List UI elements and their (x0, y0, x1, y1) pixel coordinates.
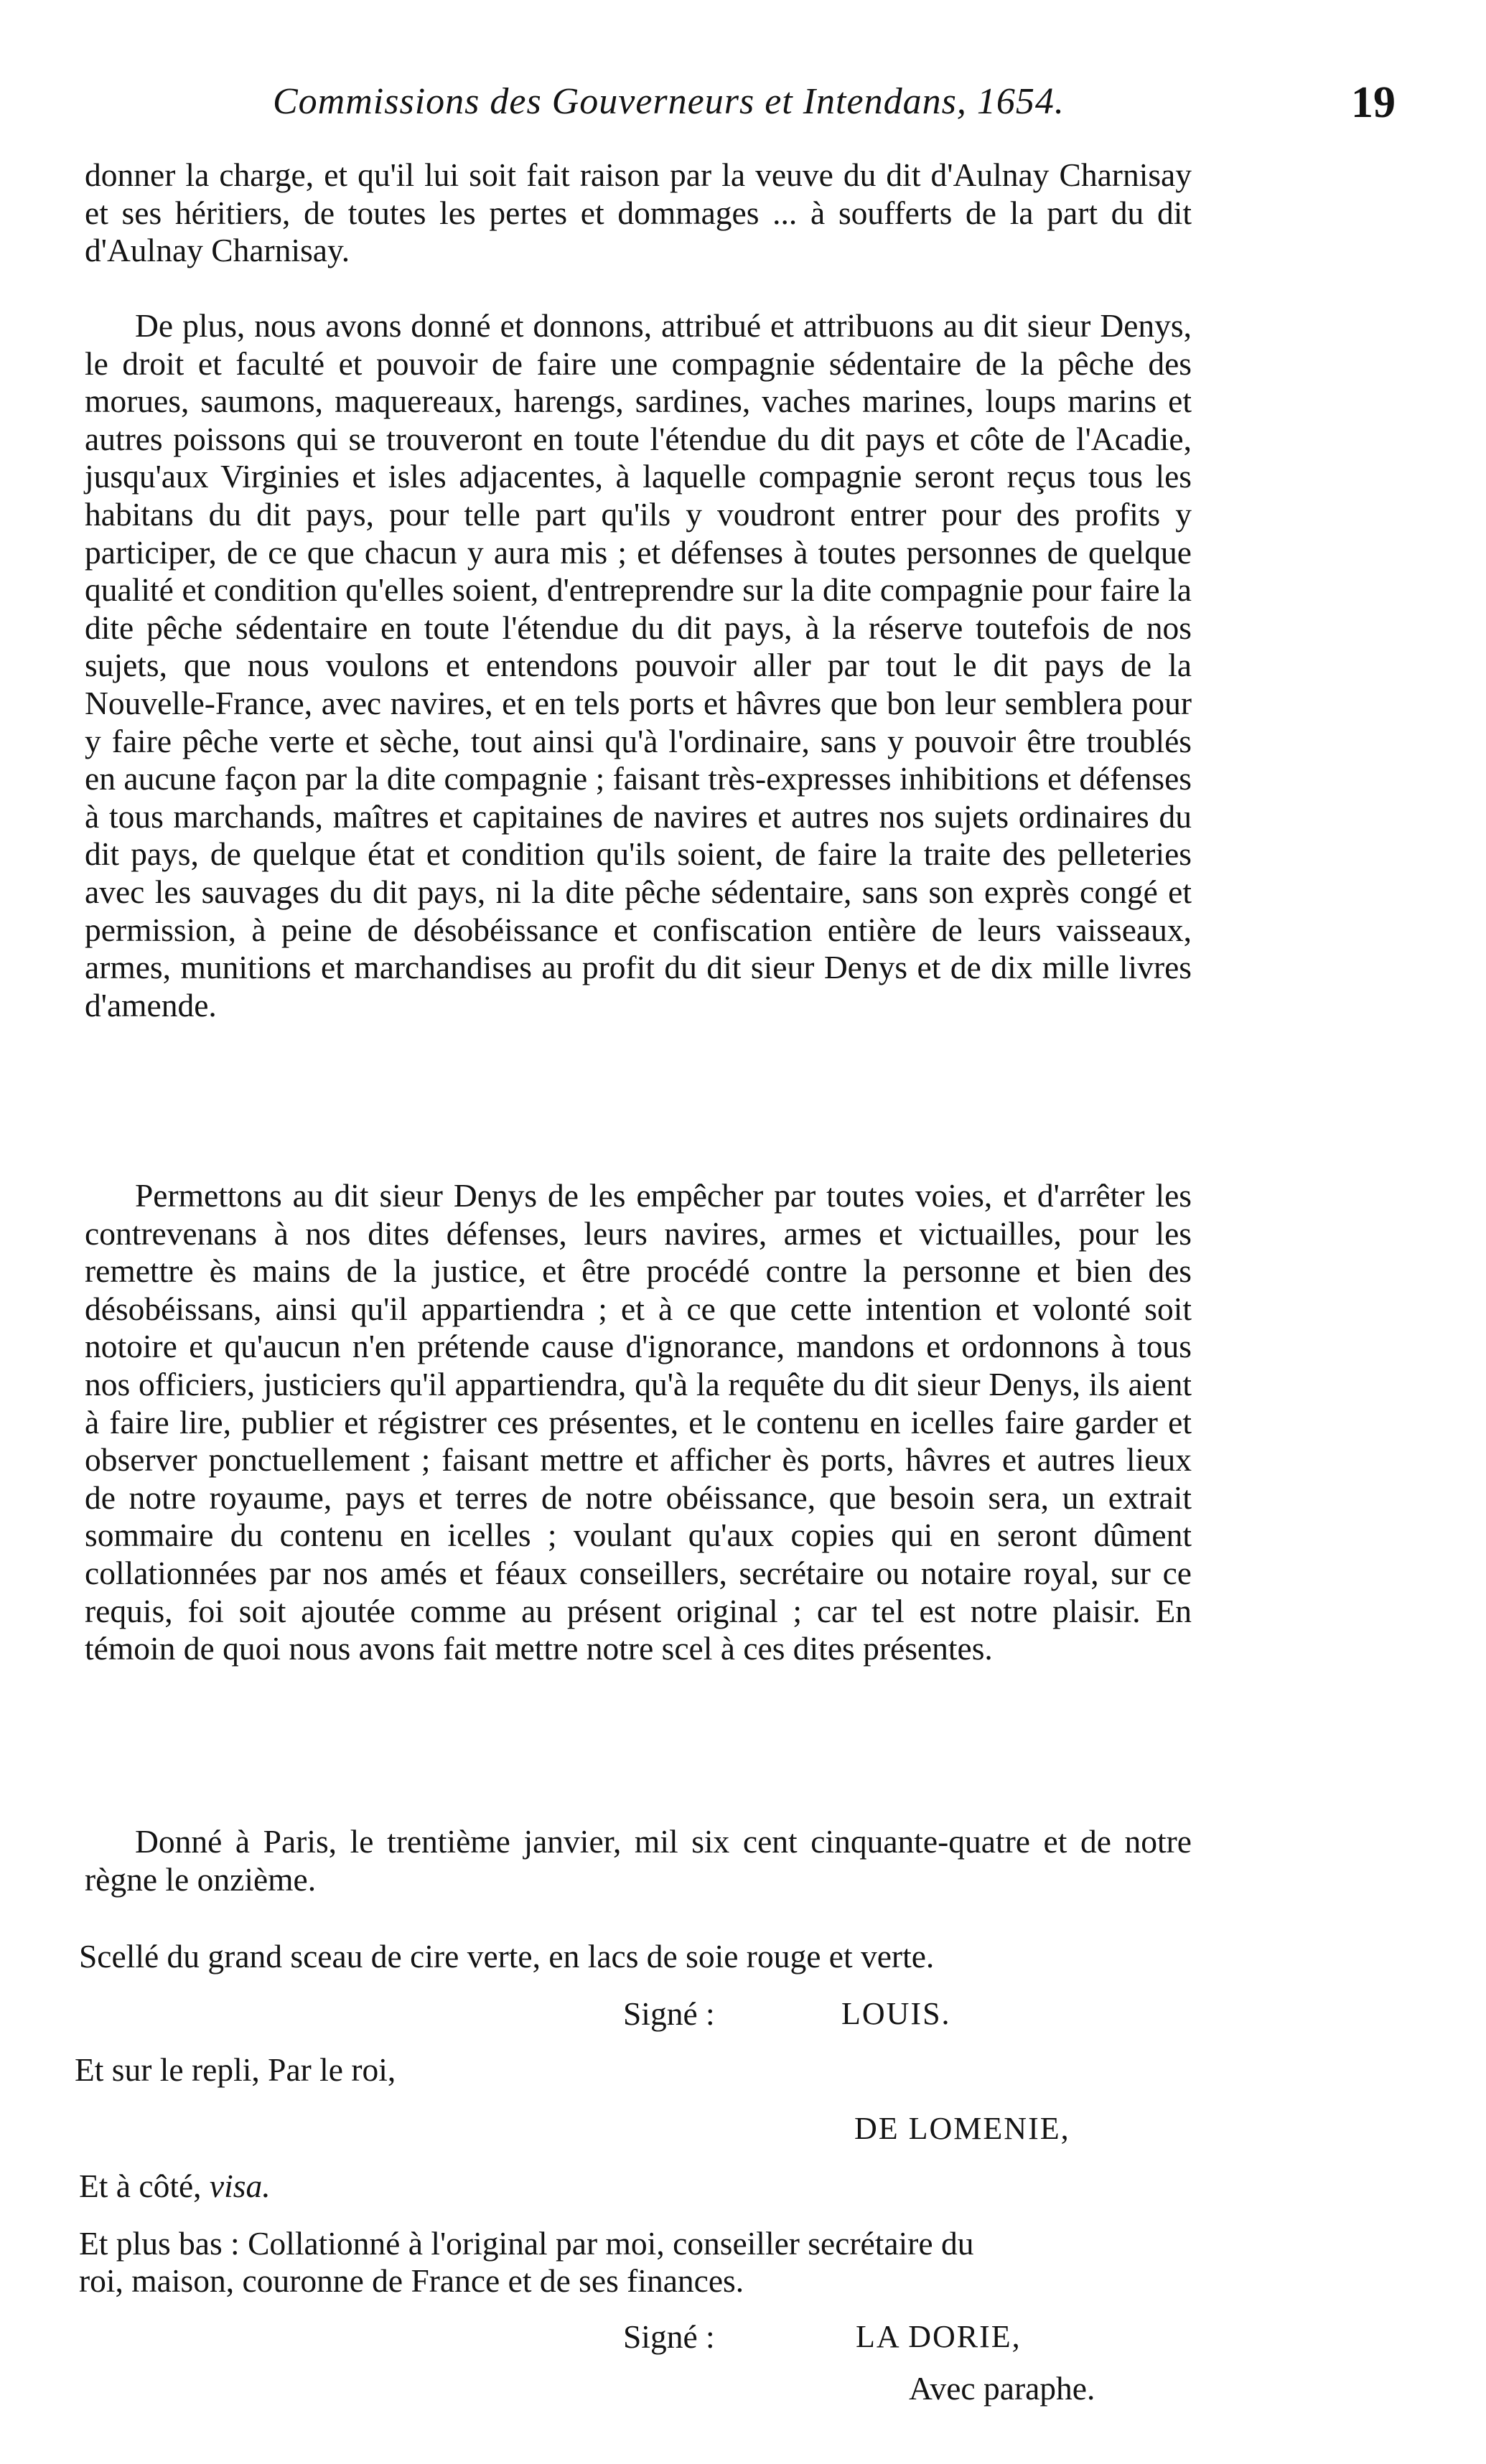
paragraph-date: Donné à Paris, le trentième janvier, mil six cent cinquante-quatre et de notre règne le onzième. (85, 1823, 1192, 1898)
cote-line (79, 2168, 271, 2205)
signer-la-dorie: LA DORIE, (856, 2319, 1022, 2354)
signer-de-lomenie: DE LOMENIE, (854, 2111, 1070, 2146)
plus-bas-line-1: Et plus bas : Collationné à l'original par moi, conseiller secrétaire du (79, 2225, 974, 2262)
seal-line: Scellé du grand sceau de cire verte, en lacs de soie rouge et verte. (79, 1938, 935, 1975)
plus-bas-line-2: roi, maison, couronne de France et de ses finances. (79, 2262, 744, 2299)
cote-visa: visa. (209, 2168, 271, 2204)
paragraph-permettons: Permettons au dit sieur Denys de les empêcher par toutes voies, et d'arrêter les contrevenans à nos dites défenses, leurs navires, armes et victuailles, pour les remettre ès mains de la justice, et être procédé contre la personne et bien des désobéissans, ainsi qu'il appartiendra ; et à ce que cette intention et volonté soit notoire et qu'aucun n'en prétende cause d'ignorance, mandons et ordonnons à tous nos officiers, justiciers qu'il appartiendra, qu'à la requête du dit sieur Denys, ils aient à faire lire, publier et régistrer ces présentes, et le contenu en icelles faire garder et observer ponctuellement ; faisant mettre et afficher ès ports, hâvres et autres lieux de notre royaume, pays et terres de notre obéissance, que besoin sera, un extrait sommaire du contenu en icelles ; voulant qu'aux copies qui en seront dûment collationnées par nos amés et féaux conseillers, secrétaire ou notaire royal, sur ce requis, foi soit ajoutée comme au présent original ; car tel est notre plaisir. En témoin de quoi nous avons fait mettre notre scel à ces dites présentes. (85, 1177, 1192, 1667)
running-title: Commissions des Gouverneurs et Intendans, 1654. (273, 81, 1065, 122)
signe-label-1: Signé : (623, 1995, 715, 2032)
paraphe-line: Avec paraphe. (909, 2370, 1095, 2407)
paragraph-continuation: donner la charge, et qu'il lui soit fait raison par la veuve du dit d'Aulnay Charnisay et ses héritiers, de toutes les pertes et dommages ... à soufferts de la part du dit d'Aulnay Charnisay. (85, 156, 1192, 269)
page-number: 19 (1351, 78, 1396, 127)
cote-prefix: Et à côté, (79, 2168, 210, 2204)
signer-louis: LOUIS. (841, 1996, 951, 2031)
paragraph-peche-sedentaire: De plus, nous avons donné et donnons, attribué et attribuons au dit sieur Denys, le droit et faculté et pouvoir de faire une compagnie sédentaire de la pêche des morues, saumons, maquereaux, harengs, sardines, vaches marines, loups marins et autres poissons qui se trouveront en toute l'étendue du dit pays et côte de l'Acadie, jusqu'aux Virginies et isles adjacentes, à laquelle compagnie seront reçus tous les habitans du dit pays, pour telle part qu'ils y voudront entrer pour des profits y participer, de ce que chacun y aura mis ; et défenses à toutes personnes de quelque qualité et condition qu'elles soient, d'entreprendre sur la dite compagnie pour faire la dite pêche sédentaire en toute l'étendue du dit pays, à la réserve toutefois de nos sujets, que nous voulons et entendons pouvoir aller par tout le dit pays de la Nouvelle-France, avec navires, et en tels ports et hâvres que bon leur semblera pour y faire pêche verte et sèche, tout ainsi qu'à l'ordinaire, sans y pouvoir être troublés en aucune façon par la dite compagnie ; faisant très-expresses inhibitions et défenses à tous marchands, maîtres et capitaines de navires et autres nos sujets ordinaires du dit pays, de quelque état et condition qu'ils soient, de faire la traite des pelleteries avec les sauvages du dit pays, ni la dite pêche sédentaire, sans son exprès congé et permission, à peine de désobéissance et confiscation entière de leurs vaisseaux, armes, munitions et marchandises au profit du dit sieur Denys et de dix mille livres d'amende. (85, 307, 1192, 1023)
signe-label-2: Signé : (623, 2318, 715, 2355)
repli-line: Et sur le repli, Par le roi, (75, 2051, 396, 2088)
